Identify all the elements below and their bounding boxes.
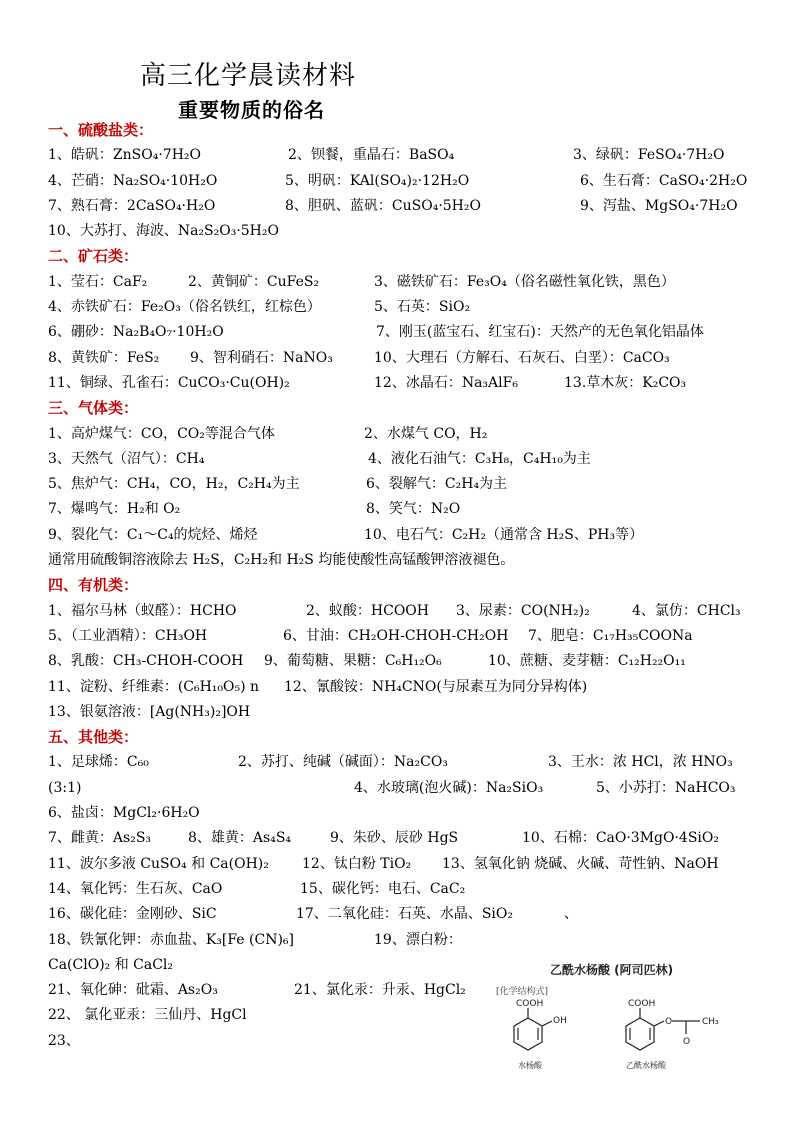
list-item: 4、赤铁矿石：Fe₂O₃（俗名铁红，红棕色） — [48, 299, 321, 316]
list-item: 9、葡萄糖、果糖：C₆H₁₂O₆ — [264, 653, 442, 670]
list-item: 3、尿素：CO(NH₂)₂ — [456, 602, 590, 619]
list-item: 1、高炉煤气：CO，CO₂等混合气体 — [48, 425, 275, 442]
list-row — [48, 219, 760, 244]
list-item: 14、氧化钙：生石灰、CaO — [48, 880, 223, 897]
figure-bracket-label: [化学结构式] — [496, 987, 549, 997]
list-item: 10、蔗糖、麦芽糖：C₁₂H₂₂O₁₁ — [488, 653, 686, 670]
list-item: 12、冰晶石：Na₃AlF₆ — [374, 374, 518, 391]
section-heading — [48, 573, 760, 598]
section-heading-text: 四、有机类： — [48, 576, 139, 595]
list-row — [48, 700, 760, 725]
left-oh-label: OH — [553, 1016, 567, 1026]
list-item: 、 — [564, 906, 578, 923]
list-row — [48, 750, 760, 775]
list-item: 9、泻盐、MgSO₄·7H₂O — [580, 197, 738, 214]
list-row — [48, 852, 760, 877]
list-item: 13、氢氧化钠 烧碱、火碱、苛性钠、NaOH — [442, 855, 719, 872]
list-item: 21、氯化汞：升汞、HgCl₂ — [294, 982, 466, 999]
list-row — [48, 928, 760, 953]
list-row — [48, 877, 760, 902]
list-item: 10、石棉：CaO·3MgO·4SiO₂ — [522, 830, 719, 847]
list-item: 12、钛白粉 TiO₂ — [302, 855, 412, 872]
list-item: 8、笑气：N₂O — [366, 501, 461, 518]
list-row — [48, 902, 760, 927]
list-row — [48, 624, 760, 649]
list-item: 5、焦炉气：CH₄，CO，H₂，C₂H₄为主 — [48, 476, 300, 493]
list-item: 4、液化石油气：C₃H₈，C₄H₁₀为主 — [368, 450, 591, 467]
list-item: 5、小苏打：NaHCO₃ — [596, 779, 736, 796]
list-row — [48, 320, 760, 345]
list-row — [48, 472, 760, 497]
list-row — [48, 447, 760, 472]
list-item: 22、 氯化亚汞：三仙丹、HgCl — [48, 1007, 247, 1024]
list-row — [48, 194, 760, 219]
list-row — [48, 270, 760, 295]
list-item: 12、氰酸铵：NH₄CNO(与尿素互为同分异构体) — [284, 678, 588, 695]
list-item: 11、波尔多液 CuSO₄ 和 Ca(OH)₂ — [48, 855, 269, 872]
right-carbonyl-label: O — [683, 1037, 691, 1047]
list-item: 1、福尔马林（蚁醛）：HCHO — [48, 602, 237, 619]
list-item: 1、足球烯：C₆₀ — [48, 754, 149, 771]
list-item: 2、蚁酸：HCOOH — [306, 602, 429, 619]
list-item: 21、氧化砷：砒霜、As₂O₃ — [48, 982, 218, 999]
list-item: 10、大苏打、海波、Na₂S₂O₃·5H₂O — [48, 223, 279, 240]
list-item: 9、裂化气：C₁～C₄的烷烃、烯烃 — [48, 526, 258, 543]
right-caption: 乙酰水杨酸 — [626, 1061, 666, 1070]
page-subtitle: 重要物质的俗名 — [178, 98, 325, 122]
list-row — [48, 346, 760, 371]
list-item: 7、刚玉(蓝宝石、红宝石)：天然产的无色氧化铝晶体 — [376, 324, 704, 341]
section-heading — [48, 118, 760, 143]
list-item: 2、水煤气 CO，H₂ — [364, 425, 488, 442]
list-row — [48, 371, 760, 396]
list-item: 3、天然气（沼气）：CH₄ — [48, 450, 205, 467]
salicylic-acid-structure — [514, 1008, 552, 1050]
list-item: 11、淀粉、纤维素：(C₆H₁₀O₅) n — [48, 678, 260, 695]
list-item: 6、盐卤：MgCl₂·6H₂O — [48, 805, 200, 822]
list-item: 2、钡餐，重晶石：BaSO₄ — [288, 147, 455, 164]
list-item: 6、生石膏：CaSO₄·2H₂O — [580, 172, 748, 189]
list-item: 7、雌黄：As₂S₃ — [48, 830, 152, 847]
page-title: 高三化学晨读材料 — [140, 61, 357, 91]
list-item: 17、二氧化硅：石英、水晶、SiO₂ — [296, 906, 513, 923]
list-item: 13.草木灰：K₂CO₃ — [564, 374, 687, 391]
list-item: 10、电石气：C₂H₂（通常含 H₂S、PH₃等） — [364, 526, 644, 543]
list-item: 8、胆矾、蓝矾：CuSO₄·5H₂O — [285, 197, 481, 214]
list-item: 3、绿矾：FeSO₄·7H₂O — [573, 147, 725, 164]
list-item: 5、石英：SiO₂ — [374, 299, 471, 316]
list-item: 1、莹石：CaF₂ — [48, 273, 148, 290]
section-heading-text: 二、矿石类： — [48, 247, 139, 266]
list-item: 6、甘油：CH₂OH-CHOH-CH₂OH — [283, 627, 509, 644]
aspirin-structure-figure — [490, 960, 755, 1075]
section-heading — [48, 244, 760, 269]
list-item: 15、碳化钙：电石、CaC₂ — [300, 880, 466, 897]
list-item: 9、朱砂、辰砂 HgS — [330, 830, 459, 847]
right-o-label: O — [665, 1017, 673, 1027]
section-heading — [48, 725, 760, 750]
section-heading — [48, 396, 760, 421]
list-row — [48, 295, 760, 320]
list-item: 4、氯仿：CHCl₃ — [632, 602, 741, 619]
list-item: 5、明矾：KAl(SO₄)₂·12H₂O — [285, 172, 470, 189]
section-heading-text: 一、硫酸盐类： — [48, 121, 154, 139]
list-row — [48, 497, 760, 522]
list-item: 16、碳化硅：金刚砂、SiC — [48, 906, 217, 923]
list-item: 8、乳酸：CH₃-CHOH-COOH — [48, 653, 244, 670]
list-item: 1、皓矾：ZnSO₄·7H₂O — [48, 147, 201, 164]
left-cooh-label: COOH — [516, 999, 544, 1009]
list-item: 3、磁铁矿石：Fe₃O₄（俗名磁性氧化铁，黑色） — [374, 273, 675, 290]
list-item: 8、雄黄：As₄S₄ — [188, 830, 292, 847]
list-item: 3、王水：浓 HCl，浓 HNO₃ — [548, 754, 733, 771]
list-item: 6、硼砂：Na₂B₄O₇·10H₂O — [48, 324, 224, 341]
list-item: 7、爆鸣气：H₂和 O₂ — [48, 501, 181, 518]
list-item: 4、芒硝：Na₂SO₄·10H₂O — [48, 172, 218, 189]
list-item: 23、 — [48, 1032, 80, 1049]
list-item: 6、裂解气：C₂H₄为主 — [366, 476, 508, 493]
list-item: 2、苏打、纯碱（碱面）：Na₂CO₃ — [238, 754, 448, 771]
list-row — [48, 801, 760, 826]
list-item: 10、大理石（方解石、石灰石、白垩）：CaCO₃ — [374, 349, 670, 366]
list-item: 2、黄铜矿：CuFeS₂ — [188, 273, 320, 290]
list-row — [48, 143, 760, 168]
list-row — [48, 169, 760, 194]
list-item: 11、铜绿、孔雀石：CuCO₃·Cu(OH)₂ — [48, 374, 290, 391]
list-row — [48, 776, 760, 801]
right-ch3-label: CH₃ — [702, 1017, 719, 1027]
list-row — [48, 649, 760, 674]
list-item: 9、智利硝石：NaNO₃ — [190, 349, 333, 366]
list-row — [48, 422, 760, 447]
list-row — [48, 675, 760, 700]
list-item: 7、熟石膏：2CaSO₄·H₂O — [48, 197, 216, 214]
list-item: 18、铁氰化钾：赤血盐、K₃[Fe (CN)₆] — [48, 931, 294, 948]
list-row — [48, 599, 760, 624]
list-row — [48, 523, 760, 548]
list-item: 4、水玻璃(泡火碱)：Na₂SiO₃ — [354, 779, 544, 796]
list-item: 5、（工业酒精）：CH₃OH — [48, 627, 208, 644]
content-body — [48, 118, 760, 1054]
list-item: (3:1) — [48, 779, 82, 796]
figure-heading: 乙酰水杨酸 (阿司匹林) — [550, 963, 674, 977]
list-item: 通常用硫酸铜溶液除去 H₂S，C₂H₂和 H₂S 均能使酸性高锰酸钾溶液褪色。 — [48, 552, 515, 569]
list-item: Ca(ClO)₂ 和 CaCl₂ — [48, 956, 174, 973]
section-heading-text: 三、气体类： — [48, 399, 139, 418]
list-item: 8、黄铁矿：FeS₂ — [48, 349, 160, 366]
list-item: 13、银氨溶液：[Ag(NH₃)₂]OH — [48, 703, 251, 720]
list-item: 7、肥皂：C₁₇H₃₅COONa — [528, 627, 693, 644]
list-item: 19、漂白粉： — [374, 931, 462, 948]
right-cooh-label: COOH — [628, 999, 656, 1009]
list-row — [48, 826, 760, 851]
section-heading-text: 五、其他类： — [48, 728, 139, 747]
left-caption: 水杨酸 — [518, 1061, 542, 1070]
list-row — [48, 548, 760, 573]
